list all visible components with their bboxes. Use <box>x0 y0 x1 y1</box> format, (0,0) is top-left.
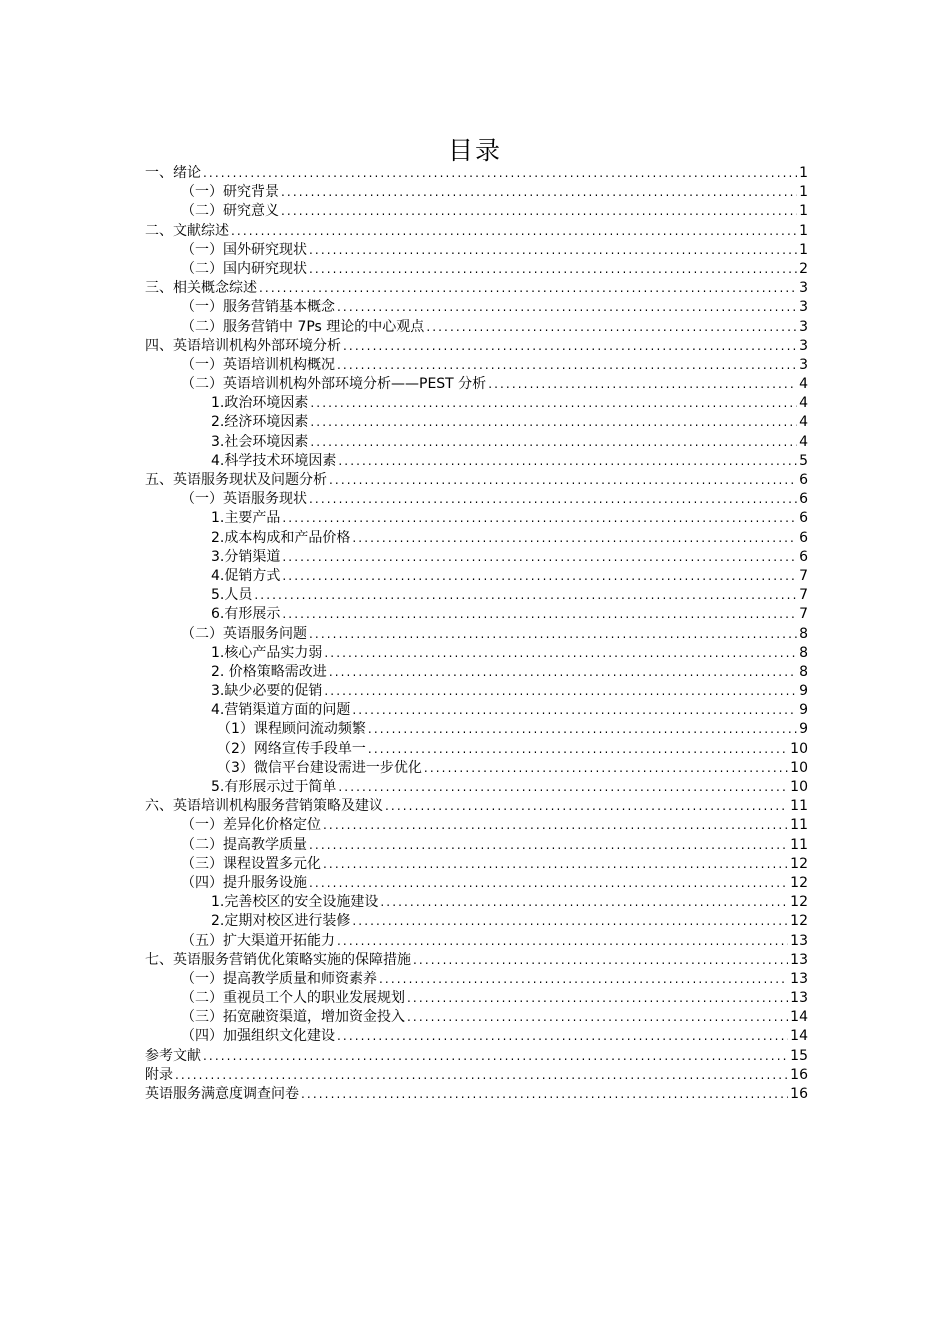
toc-entry-title: （2）网络宣传手段单一 <box>217 740 366 757</box>
toc-entry-title: （二）服务营销中 7Ps 理论的中心观点 <box>181 318 425 335</box>
toc-entry-title: （二）英语培训机构外部环境分析——PEST 分析 <box>181 376 487 393</box>
toc-entry-title: 附录 <box>145 1066 173 1083</box>
toc-entry[interactable] <box>145 644 808 663</box>
toc-entry[interactable] <box>145 663 808 682</box>
toc-entry[interactable] <box>145 222 808 241</box>
toc-page-number: 13 <box>790 970 808 987</box>
toc-entry[interactable] <box>145 509 808 528</box>
toc-entry-title: 二、文献综述 <box>145 222 229 239</box>
toc-entry[interactable] <box>145 951 808 970</box>
toc-entry[interactable] <box>145 912 808 931</box>
toc-page-number: 12 <box>790 874 808 891</box>
toc-entry[interactable] <box>145 932 808 951</box>
toc-entry-title: （一）提高教学质量和师资素养 <box>181 970 377 987</box>
toc-page-number: 3 <box>799 280 808 297</box>
toc-page-number: 16 <box>790 1086 808 1102</box>
toc-entry-title: （五）扩大渠道开拓能力 <box>181 932 335 949</box>
toc-page-number: 6 <box>799 529 808 546</box>
dot-leader <box>352 912 788 931</box>
toc-entry-title: （一）英语培训机构概况 <box>181 356 335 373</box>
toc-entry-title: （二）国内研究现状 <box>181 260 307 277</box>
toc-entry[interactable] <box>145 855 808 874</box>
toc-entry[interactable] <box>145 701 808 720</box>
toc-page-number: 2 <box>799 260 808 277</box>
toc-page-number: 7 <box>799 606 808 623</box>
dot-leader <box>175 1066 788 1085</box>
dot-leader <box>424 759 788 778</box>
toc-entry-title: （二）重视员工个人的职业发展规划 <box>181 990 405 1007</box>
dot-leader <box>254 586 797 605</box>
toc-entry[interactable] <box>145 893 808 912</box>
toc-page-number: 10 <box>790 740 808 757</box>
dot-leader <box>379 970 788 989</box>
toc-page-number: 15 <box>790 1047 808 1064</box>
toc-entry[interactable] <box>145 970 808 989</box>
dot-leader <box>259 279 797 298</box>
toc-entry[interactable] <box>145 816 808 835</box>
toc-page-number: 1 <box>799 241 808 258</box>
toc-entry-title: （四）提升服务设施 <box>181 874 307 891</box>
toc-entry[interactable] <box>145 413 808 432</box>
dot-leader <box>368 740 788 759</box>
toc-page-number: 1 <box>799 203 808 220</box>
toc-entry[interactable] <box>145 260 808 279</box>
toc-page-number: 11 <box>790 798 808 815</box>
toc-page-number: 8 <box>799 625 808 642</box>
toc-entry-title: （一）研究背景 <box>181 184 279 201</box>
dot-leader <box>282 548 797 567</box>
toc-entry-title: （一）英语服务现状 <box>181 491 307 508</box>
toc-entry-title: 1.主要产品 <box>211 510 281 527</box>
toc-page-number: 9 <box>799 683 808 700</box>
dot-leader <box>343 337 797 356</box>
toc-entry-title: （一）服务营销基本概念 <box>181 299 335 316</box>
toc-page-number: 13 <box>790 951 808 968</box>
toc-entry-title: 3.社会环境因素 <box>211 433 309 450</box>
toc-entry[interactable] <box>145 605 808 624</box>
toc-entry[interactable] <box>145 298 808 317</box>
toc-entry-title: （1）课程顾问流动频繁 <box>217 721 366 738</box>
toc-entry-title: 3.缺少必要的促销 <box>211 683 323 700</box>
toc-entry[interactable] <box>145 836 808 855</box>
toc-page-number: 6 <box>799 548 808 565</box>
toc-entry-title: 五、英语服务现状及问题分析 <box>145 472 327 488</box>
dot-leader <box>309 490 797 509</box>
toc-entry-title: 七、英语服务营销优化策略实施的保障措施 <box>145 951 411 968</box>
dot-leader <box>338 452 797 471</box>
dot-leader <box>282 567 797 586</box>
toc-page-number: 4 <box>799 395 808 412</box>
toc-entry[interactable] <box>145 375 808 394</box>
dot-leader <box>352 529 797 548</box>
toc-entry[interactable] <box>145 1047 808 1066</box>
dot-leader <box>488 375 797 394</box>
toc-entry[interactable] <box>145 1066 808 1085</box>
toc-page-number: 14 <box>790 1028 808 1045</box>
dot-leader <box>203 1047 788 1066</box>
toc-entry-title: 6.有形展示 <box>211 606 281 623</box>
toc-page-number: 1 <box>799 165 808 181</box>
dot-leader <box>413 951 788 970</box>
toc-entry[interactable] <box>145 682 808 701</box>
toc-entry[interactable] <box>145 586 808 605</box>
toc-entry-title: （二）英语服务问题 <box>181 625 307 642</box>
toc-entry-title: 4.科学技术环境因素 <box>211 452 337 469</box>
dot-leader <box>310 394 797 413</box>
toc-entry[interactable] <box>145 164 808 183</box>
table-of-contents <box>145 164 808 1104</box>
toc-entry[interactable] <box>145 490 808 509</box>
toc-entry-title: （一）国外研究现状 <box>181 241 307 258</box>
toc-entry-title: 4.促销方式 <box>211 567 281 584</box>
dot-leader <box>203 164 797 183</box>
toc-page-number: 4 <box>799 376 808 393</box>
dot-leader <box>385 797 788 816</box>
toc-entry[interactable] <box>145 471 808 490</box>
toc-page-number: 14 <box>790 1009 808 1026</box>
dot-leader <box>337 298 797 317</box>
toc-page-number: 9 <box>799 702 808 719</box>
toc-page-number: 3 <box>799 356 808 373</box>
dot-leader <box>324 682 797 701</box>
toc-entry-title: 2.成本构成和产品价格 <box>211 529 351 546</box>
toc-page-number: 6 <box>799 472 808 488</box>
dot-leader <box>329 471 797 490</box>
page-title: 目录 <box>447 136 502 165</box>
dot-leader <box>329 663 797 682</box>
toc-page-number: 11 <box>790 817 808 834</box>
toc-entry-title: 5.有形展示过于简单 <box>211 779 337 795</box>
toc-entry[interactable] <box>145 740 808 759</box>
dot-leader <box>368 720 797 739</box>
toc-entry[interactable] <box>145 337 808 356</box>
toc-entry[interactable] <box>145 452 808 471</box>
toc-page-number: 8 <box>799 644 808 661</box>
dot-leader <box>310 413 797 432</box>
toc-page-number: 10 <box>790 779 808 795</box>
toc-entry[interactable] <box>145 433 808 452</box>
dot-leader <box>338 778 788 797</box>
toc-page-number: 3 <box>799 337 808 354</box>
toc-entry-title: 2.定期对校区进行装修 <box>211 913 351 930</box>
toc-entry-title: 四、英语培训机构外部环境分析 <box>145 337 341 354</box>
toc-page-number: 1 <box>799 184 808 201</box>
toc-page-number: 7 <box>799 587 808 604</box>
toc-entry[interactable] <box>145 567 808 586</box>
toc-page-number: 3 <box>799 299 808 316</box>
dot-leader <box>309 836 788 855</box>
toc-entry-title: （三）课程设置多元化 <box>181 855 321 872</box>
toc-entry[interactable] <box>145 778 808 797</box>
toc-entry[interactable] <box>145 356 808 375</box>
toc-entry[interactable] <box>145 989 808 1008</box>
dot-leader <box>301 1085 788 1104</box>
toc-entry-title: 1.政治环境因素 <box>211 395 309 412</box>
toc-entry[interactable] <box>145 241 808 260</box>
toc-page-number: 9 <box>799 721 808 738</box>
dot-leader <box>323 816 788 835</box>
toc-page-number: 8 <box>799 663 808 680</box>
toc-page-number: 7 <box>799 567 808 584</box>
toc-page-number: 11 <box>790 836 808 853</box>
toc-page-number: 6 <box>799 491 808 508</box>
dot-leader <box>281 202 797 221</box>
dot-leader <box>407 1008 788 1027</box>
toc-entry[interactable] <box>145 548 808 567</box>
toc-entry-title: 2. 价格策略需改进 <box>211 663 327 680</box>
dot-leader <box>337 1027 788 1046</box>
toc-entry-title: 1.核心产品实力弱 <box>211 644 323 661</box>
toc-entry-title: 2.经济环境因素 <box>211 414 309 431</box>
toc-entry-title: （四）加强组织文化建设 <box>181 1028 335 1045</box>
dot-leader <box>352 701 797 720</box>
toc-entry-title: 一、绪论 <box>145 165 201 181</box>
dot-leader <box>282 509 797 528</box>
toc-entry-title: 六、英语培训机构服务营销策略及建议 <box>145 798 383 815</box>
toc-entry[interactable] <box>145 1008 808 1027</box>
dot-leader <box>282 605 797 624</box>
toc-entry[interactable] <box>145 874 808 893</box>
toc-entry-title: 3.分销渠道 <box>211 548 281 565</box>
toc-page-number: 13 <box>790 990 808 1007</box>
toc-page-number: 4 <box>799 433 808 450</box>
toc-entry[interactable] <box>145 759 808 778</box>
toc-entry-title: （三）拓宽融资渠道，增加资金投入 <box>181 1009 405 1026</box>
dot-leader <box>324 644 797 663</box>
toc-entry[interactable] <box>145 202 808 221</box>
dot-leader <box>337 932 788 951</box>
dot-leader <box>309 625 797 644</box>
toc-entry[interactable] <box>145 720 808 739</box>
dot-leader <box>380 893 788 912</box>
toc-entry-title: 4.营销渠道方面的问题 <box>211 702 351 719</box>
toc-page-number: 5 <box>799 452 808 469</box>
toc-entry-title: 英语服务满意度调查问卷 <box>145 1086 299 1102</box>
toc-page-number: 16 <box>790 1066 808 1083</box>
toc-entry[interactable] <box>145 318 808 337</box>
toc-entry-title: 1.完善校区的安全设施建设 <box>211 894 379 911</box>
dot-leader <box>337 356 797 375</box>
toc-page-number: 13 <box>790 932 808 949</box>
toc-page-number: 12 <box>790 913 808 930</box>
dot-leader <box>231 222 797 241</box>
dot-leader <box>309 874 788 893</box>
dot-leader <box>281 183 797 202</box>
toc-entry[interactable] <box>145 394 808 413</box>
dot-leader <box>323 855 788 874</box>
toc-page-number: 1 <box>799 222 808 239</box>
toc-entry-title: 5.人员 <box>211 587 253 604</box>
toc-page-number: 12 <box>790 855 808 872</box>
toc-entry[interactable] <box>145 279 808 298</box>
toc-entry-title: （二）提高教学质量 <box>181 836 307 853</box>
toc-entry-title: 参考文献 <box>145 1047 201 1064</box>
toc-page-number: 4 <box>799 414 808 431</box>
toc-entry[interactable] <box>145 625 808 644</box>
toc-entry-title: （3）微信平台建设需进一步优化 <box>217 759 422 776</box>
toc-entry[interactable] <box>145 1085 808 1104</box>
toc-entry-title: 三、相关概念综述 <box>145 280 257 297</box>
toc-entry-title: （二）研究意义 <box>181 203 279 220</box>
toc-page-number: 10 <box>790 759 808 776</box>
toc-page-number: 12 <box>790 894 808 911</box>
dot-leader <box>426 318 797 337</box>
dot-leader <box>407 989 788 1008</box>
toc-entry[interactable] <box>145 797 808 816</box>
toc-entry[interactable] <box>145 183 808 202</box>
toc-entry[interactable] <box>145 1027 808 1046</box>
dot-leader <box>309 260 797 279</box>
dot-leader <box>310 433 797 452</box>
toc-entry[interactable] <box>145 529 808 548</box>
dot-leader <box>309 241 797 260</box>
toc-page-number: 3 <box>799 318 808 335</box>
toc-page-number: 6 <box>799 510 808 527</box>
toc-entry-title: （一）差异化价格定位 <box>181 817 321 834</box>
